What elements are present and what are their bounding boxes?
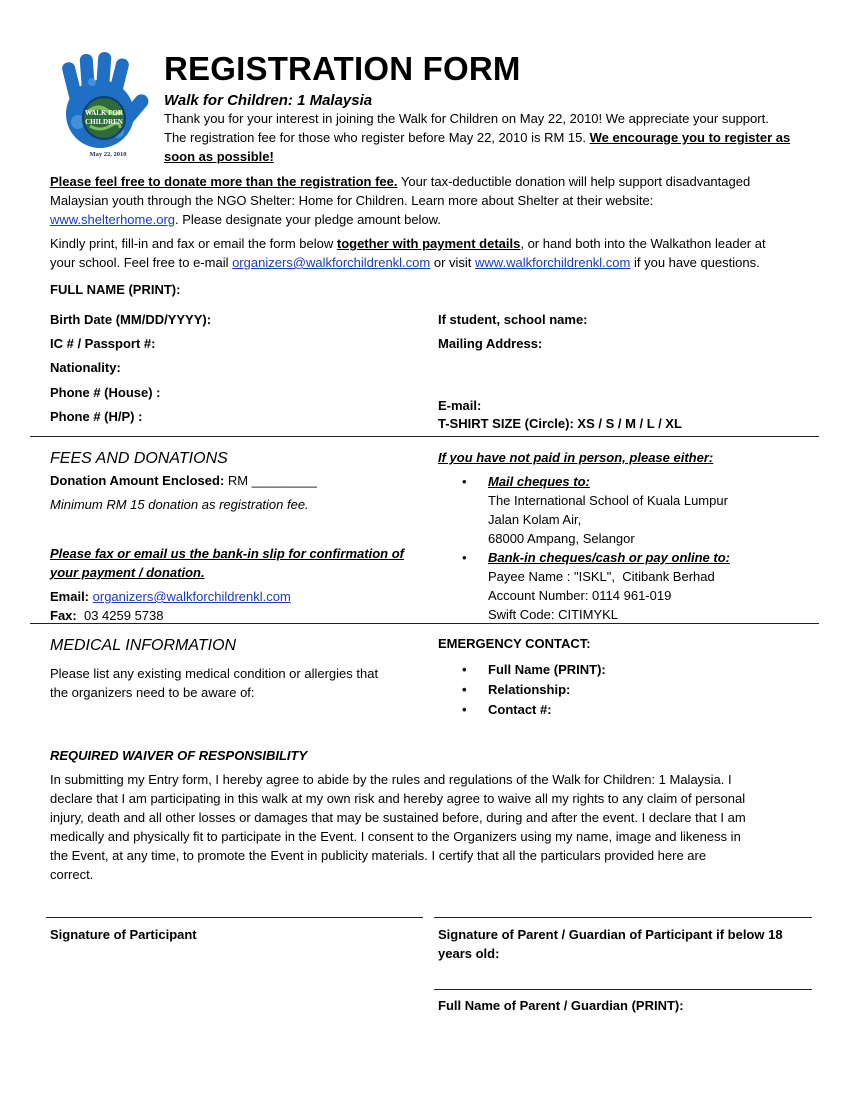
shelter-link[interactable]: www.shelterhome.org <box>50 212 175 227</box>
donate-text: Your tax-deductible donation will help support disadvantaged <box>397 174 751 189</box>
medical-text-line-2: the organizers need to be aware of: <box>50 685 255 700</box>
participant-signature-label: Signature of Participant <box>50 927 197 942</box>
waiver-line-4: medically and physically fit to participate in the Event. I consent to the Organizers using my name, image and likeness in <box>50 829 741 844</box>
print-text-4: or visit <box>430 255 476 270</box>
parent-name-label: Full Name of Parent / Guardian (PRINT): <box>438 998 684 1013</box>
fax-note-line-1: Please fax or email us the bank-in slip for confirmation of <box>50 546 404 561</box>
school-name-field[interactable]: If student, school name: <box>438 312 588 327</box>
page-title: REGISTRATION FORM <box>164 50 521 87</box>
nationality-field[interactable]: Nationality: <box>50 360 121 375</box>
print-bold-text: together with payment details <box>336 236 521 251</box>
payment-heading: If you have not paid in person, please either: <box>438 450 714 465</box>
parent-name-line[interactable] <box>434 989 812 990</box>
participant-signature-line[interactable] <box>46 917 423 918</box>
emergency-heading: EMERGENCY CONTACT: <box>438 636 591 651</box>
emergency-contact-field[interactable]: • Contact #: <box>438 700 606 720</box>
medical-heading: MEDICAL INFORMATION <box>50 637 237 654</box>
parent-signature-line[interactable] <box>434 917 812 918</box>
bank-line-2: Account Number: 0114 961-019 <box>488 588 672 603</box>
mailing-address-field[interactable]: Mailing Address: <box>438 336 543 351</box>
mail-cheques-title: • Mail cheques to: <box>488 474 590 489</box>
page-subtitle: Walk for Children: 1 Malaysia <box>164 92 373 109</box>
medical-text-line-1: Please list any existing medical condition or allergies that <box>50 666 379 681</box>
minimum-donation-note: Minimum RM 15 donation as registration fee. <box>50 497 309 512</box>
waiver-line-2: declare that I am participating in this walk at my own risk and hereby agree to waive all my rights to any claim of personal <box>50 791 746 806</box>
cheques-line-2: Jalan Kolam Air, <box>488 512 582 527</box>
logo-text-line2: CHILDREN <box>85 118 123 126</box>
waiver-line-6: correct. <box>50 867 94 882</box>
intro-line-1: Thank you for your interest in joining the Walk for Children on May 22, 2010! We appreciate your support. <box>164 111 769 126</box>
print-text-3: your school. Feel free to e-mail <box>50 255 233 270</box>
walk-logo <box>48 52 152 160</box>
fees-heading: FEES AND DONATIONS <box>50 450 228 467</box>
emergency-full-name-field[interactable]: • Full Name (PRINT): <box>438 660 606 680</box>
logo-text-line1: WALK FOR <box>85 109 123 117</box>
waiver-heading: REQUIRED WAIVER OF RESPONSIBILITY <box>50 748 308 763</box>
ic-passport-field[interactable]: IC # / Passport #: <box>50 336 156 351</box>
payment-options <box>438 472 818 624</box>
fees-fax-label: Fax: <box>50 608 77 623</box>
print-text-2: , or hand both into the Walkathon leader at <box>520 236 766 251</box>
parent-signature-line-2: years old: <box>438 946 500 961</box>
fees-email-label: Email: <box>50 589 90 604</box>
cheques-line-3: 68000 Ampang, Selangor <box>488 531 635 546</box>
waiver-line-5: the Event, at any time, to promote the Event in publicity materials. I certify that all the particulars provided here are <box>50 848 707 863</box>
donation-amount-value: RM _________ <box>224 473 317 488</box>
tshirt-size-field[interactable]: T-SHIRT SIZE (Circle): XS / S / M / L / XL <box>438 416 682 431</box>
divider-2 <box>30 623 819 624</box>
organizers-email-link[interactable]: organizers@walkforchildrenkl.com <box>232 255 431 270</box>
print-paragraph <box>50 234 820 272</box>
bank-in-title: • Bank-in cheques/cash or pay online to: <box>488 550 730 565</box>
print-text-5: if you have questions. <box>630 255 760 270</box>
logo-date: May 22, 2010 <box>89 151 127 158</box>
fees-fax-value: 03 4259 5738 <box>83 608 164 623</box>
intro-encourage-text: We encourage you to register as <box>589 130 791 145</box>
phone-house-field[interactable]: Phone # (House) : <box>50 385 161 400</box>
donation-amount-label: Donation Amount Enclosed: <box>50 473 225 488</box>
fees-email-link[interactable]: organizers@walkforchildrenkl.com <box>92 589 291 604</box>
bank-in-item <box>438 548 818 624</box>
fax-note <box>50 544 404 582</box>
intro-fee-text: The registration fee for those who register before May 22, 2010 is RM 15. <box>164 130 590 145</box>
waiver-text <box>50 770 810 884</box>
donate-paragraph <box>50 172 820 229</box>
bank-line-3: Swift Code: CITIMYKL <box>488 607 619 622</box>
bank-line-1: Payee Name : "ISKL", Citibank Berhad <box>488 569 715 584</box>
mail-cheques-item <box>438 472 818 548</box>
phone-hp-field[interactable]: Phone # (H/P) : <box>50 409 143 424</box>
birth-date-field[interactable]: Birth Date (MM/DD/YYYY): <box>50 312 212 327</box>
emergency-list <box>438 660 606 720</box>
divider-1 <box>30 436 819 437</box>
donate-line-3: . Please designate your pledge amount below. <box>175 212 441 227</box>
waiver-line-1: In submitting my Entry form, I hereby agree to abide by the rules and regulations of the Walk for Children: 1 Malaysia. I <box>50 772 732 787</box>
parent-signature-line-1: Signature of Parent / Guardian of Participant if below 18 <box>438 927 783 942</box>
parent-signature-label <box>438 925 783 963</box>
email-field[interactable]: E-mail: <box>438 398 482 413</box>
donate-bold-text: Please feel free to donate more than the registration fee. <box>50 174 398 189</box>
intro-line-2 <box>164 128 824 147</box>
donation-amount-field[interactable] <box>50 473 317 488</box>
fees-contact <box>50 587 291 625</box>
waiver-line-3: injury, death and all other losses or damages that may be sustained before, during and after the event. I declare that I am <box>50 810 746 825</box>
website-link[interactable]: www.walkforchildrenkl.com <box>475 255 631 270</box>
full-name-field[interactable]: FULL NAME (PRINT): <box>50 282 181 297</box>
emergency-relationship-field[interactable]: • Relationship: <box>438 680 606 700</box>
fax-note-line-2: your payment / donation. <box>50 565 205 580</box>
cheques-line-1: The International School of Kuala Lumpur <box>488 493 728 508</box>
donate-line-2: Malaysian youth through the NGO Shelter: Home for Children. Learn more about Shelter at their website: <box>50 193 654 208</box>
medical-text[interactable] <box>50 664 378 702</box>
print-text-1: Kindly print, fill-in and fax or email the form below <box>50 236 337 251</box>
intro-encourage-text-2: soon as possible! <box>164 149 274 164</box>
intro-paragraph <box>164 109 824 166</box>
